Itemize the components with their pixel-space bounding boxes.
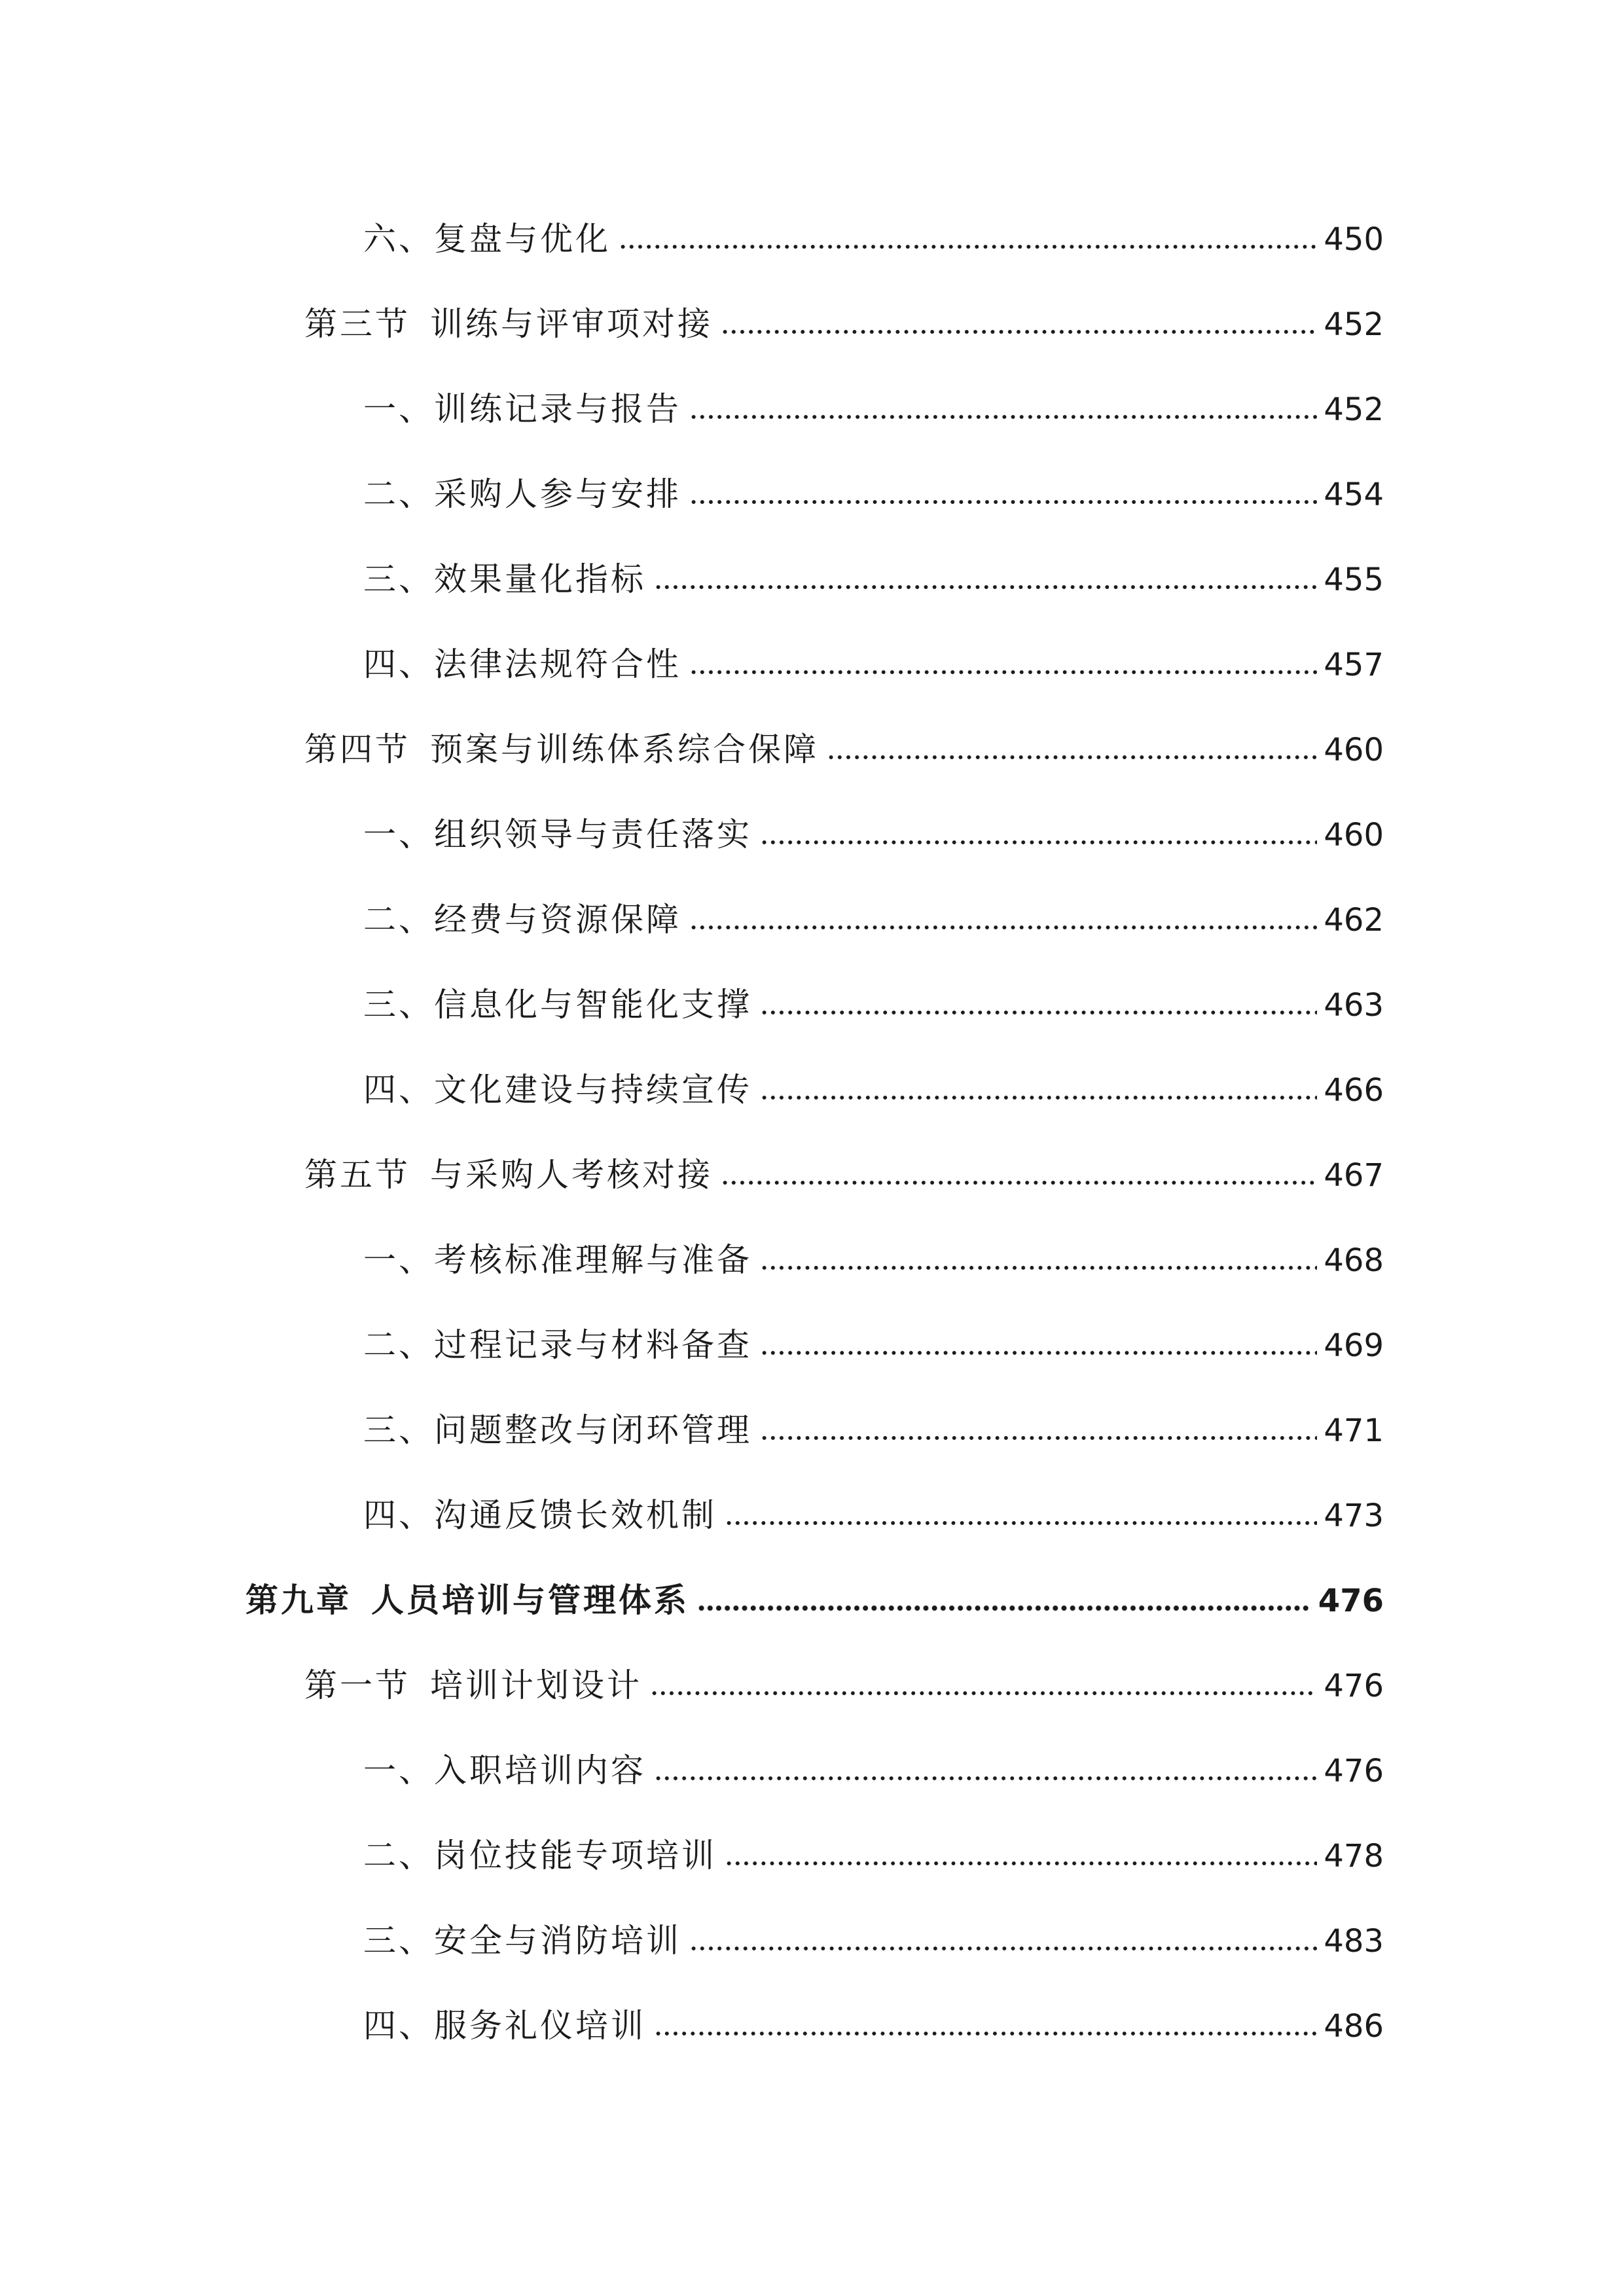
dot-leader — [654, 2030, 1317, 2037]
toc-entry-process-records[interactable] — [363, 1319, 1384, 1371]
toc-entry-page: 462 — [1324, 902, 1384, 939]
toc-entry-title: 三、效果量化指标 — [363, 560, 646, 598]
toc-entry-title: 第五节 与采购人考核对接 — [304, 1156, 713, 1194]
toc-entry-section-5[interactable] — [304, 1149, 1384, 1201]
toc-entry-title: 三、安全与消防培训 — [363, 1922, 681, 1960]
dot-leader — [721, 1179, 1317, 1187]
toc-entry-page: 471 — [1324, 1412, 1384, 1449]
toc-entry-safety-fire[interactable] — [363, 1914, 1384, 1967]
toc-entry-page: 460 — [1324, 817, 1384, 853]
toc-entry-page: 478 — [1324, 1838, 1384, 1874]
toc-entry-title: 一、入职培训内容 — [363, 1751, 646, 1789]
toc-entry-title: 三、问题整改与闭环管理 — [363, 1411, 752, 1449]
toc-entry-title: 二、经费与资源保障 — [363, 901, 681, 939]
toc-entry-page: 454 — [1324, 476, 1384, 513]
dot-leader — [725, 1519, 1317, 1527]
dot-leader — [760, 838, 1317, 846]
toc-entry-legal-compliance[interactable] — [363, 638, 1384, 691]
toc-entry-leadership[interactable] — [363, 808, 1384, 861]
toc-entry-page: 460 — [1324, 732, 1384, 768]
toc-entry-title: 第三节 训练与评审项对接 — [304, 305, 713, 343]
toc-entry-assessment-standards[interactable] — [363, 1234, 1384, 1286]
toc-entry-page: 486 — [1324, 2008, 1384, 2045]
dot-leader — [689, 498, 1317, 506]
dot-leader — [760, 1349, 1317, 1357]
toc-entry-onboarding[interactable] — [363, 1744, 1384, 1797]
toc-entry-page: 457 — [1324, 647, 1384, 683]
toc-entry-section-4[interactable] — [304, 723, 1384, 776]
dot-leader — [721, 328, 1317, 336]
toc-entry-page: 467 — [1324, 1157, 1384, 1194]
dot-leader — [827, 753, 1317, 761]
toc-entry-title: 二、采购人参与安排 — [363, 475, 681, 513]
toc-entry-title: 第四节 预案与训练体系综合保障 — [304, 730, 819, 768]
toc-entry-page: 463 — [1324, 987, 1384, 1024]
toc-entry-title: 四、服务礼仪培训 — [363, 2007, 646, 2045]
toc-entry-page: 469 — [1324, 1327, 1384, 1364]
dot-leader — [760, 1264, 1317, 1272]
toc-entry-title: 四、文化建设与持续宣传 — [363, 1071, 752, 1109]
toc-entry-page: 452 — [1324, 391, 1384, 428]
toc-entry-title: 第一节 培训计划设计 — [304, 1666, 642, 1704]
toc-entry-title: 一、训练记录与报告 — [363, 390, 681, 428]
toc-entry-review-optimize[interactable] — [363, 213, 1384, 265]
toc-entry-page: 473 — [1324, 1498, 1384, 1534]
toc-entry-title: 四、沟通反馈长效机制 — [363, 1496, 717, 1534]
toc-entry-page: 468 — [1324, 1242, 1384, 1279]
toc-entry-page: 476 — [1324, 1668, 1384, 1704]
toc-entry-title: 二、过程记录与材料备查 — [363, 1326, 752, 1364]
dot-leader — [650, 1689, 1317, 1697]
toc-entry-skill-training[interactable] — [363, 1829, 1384, 1882]
dot-leader — [760, 1434, 1317, 1442]
toc-entry-title: 二、岗位技能专项培训 — [363, 1837, 717, 1874]
toc-entry-page: 476 — [1318, 1583, 1384, 1619]
toc-entry-funding[interactable] — [363, 893, 1384, 946]
dot-leader — [689, 668, 1317, 676]
toc-entry-title: 第九章 人员培训与管理体系 — [245, 1581, 689, 1619]
toc-entry-page: 483 — [1324, 1923, 1384, 1960]
dot-leader — [697, 1604, 1312, 1612]
toc-entry-etiquette[interactable] — [363, 2000, 1384, 2052]
dot-leader — [689, 924, 1317, 931]
toc-entry-title: 三、信息化与智能化支撑 — [363, 986, 752, 1024]
toc-entry-section-3[interactable] — [304, 298, 1384, 350]
toc-entry-title: 一、组织领导与责任落实 — [363, 816, 752, 853]
toc-entry-title: 一、考核标准理解与准备 — [363, 1241, 752, 1279]
dot-leader — [689, 1945, 1317, 1952]
toc-entry-page: 476 — [1324, 1753, 1384, 1789]
toc-entry-title: 六、复盘与优化 — [363, 220, 611, 258]
toc-entry-rectification[interactable] — [363, 1404, 1384, 1456]
dot-leader — [760, 1009, 1317, 1016]
toc-entry-page: 455 — [1324, 562, 1384, 598]
toc-entry-culture[interactable] — [363, 1064, 1384, 1116]
toc-entry-page: 452 — [1324, 306, 1384, 343]
toc-entry-page: 466 — [1324, 1072, 1384, 1109]
dot-leader — [760, 1094, 1317, 1102]
dot-leader — [725, 1859, 1317, 1867]
toc-entry-feedback-mechanism[interactable] — [363, 1489, 1384, 1541]
toc-entry-chapter-9[interactable] — [245, 1574, 1384, 1626]
dot-leader — [654, 1774, 1317, 1782]
toc-entry-section-1[interactable] — [304, 1659, 1384, 1712]
toc-entry-quantified-metrics[interactable] — [363, 553, 1384, 605]
toc-entry-informatization[interactable] — [363, 978, 1384, 1031]
toc-entry-purchaser-participation[interactable] — [363, 468, 1384, 520]
dot-leader — [689, 413, 1317, 421]
toc-entry-training-records[interactable] — [363, 383, 1384, 435]
toc-entry-page: 450 — [1324, 221, 1384, 258]
dot-leader — [619, 243, 1317, 251]
dot-leader — [654, 583, 1317, 591]
toc-entry-title: 四、法律法规符合性 — [363, 645, 681, 683]
